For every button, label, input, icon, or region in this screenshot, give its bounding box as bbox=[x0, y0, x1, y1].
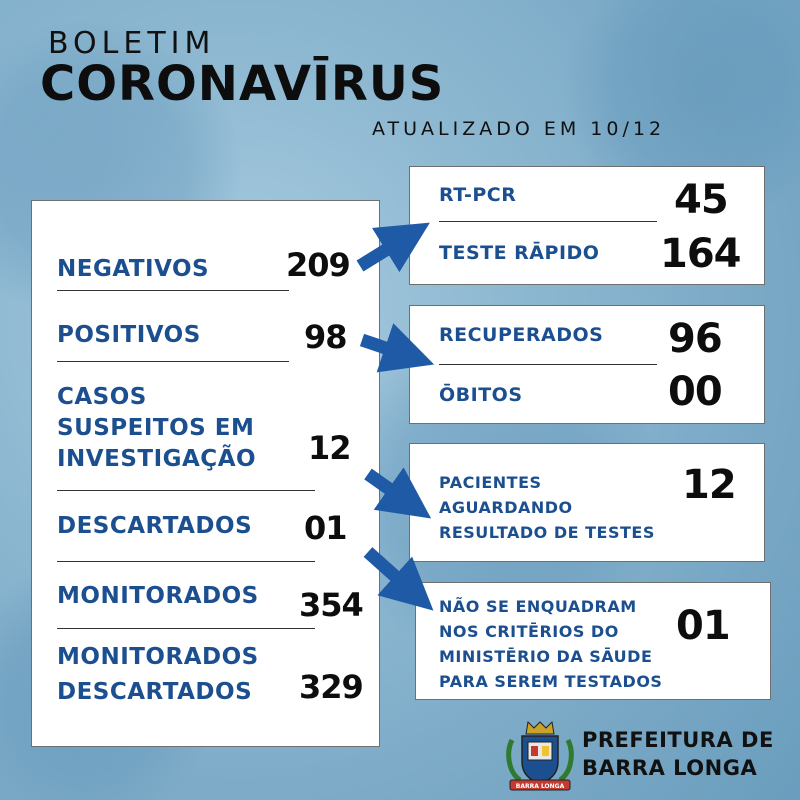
deaths-value: 00 bbox=[668, 369, 722, 415]
city-hall-line1: PREFEITURA DE bbox=[582, 728, 774, 752]
discarded-value: 01 bbox=[304, 509, 347, 547]
rt-pcr-label: RT-PCR bbox=[439, 184, 517, 206]
city-hall-name bbox=[582, 726, 774, 782]
not-eligible-label-line4: PARA SEREM TESTADOS bbox=[439, 672, 663, 691]
crest-banner-text: BARRA LONGA bbox=[515, 783, 565, 790]
municipal-crest-icon bbox=[504, 718, 576, 794]
not-eligible-value: 01 bbox=[676, 603, 730, 649]
arrow-icon bbox=[368, 552, 416, 595]
waiting-label-line3: RESULTADO DE TESTES bbox=[439, 523, 655, 542]
bulletin-label: BOLETIM bbox=[48, 26, 216, 61]
waiting-label-line2: AGUARDANDO bbox=[439, 498, 573, 517]
monitored-value: 354 bbox=[299, 586, 363, 624]
not-eligible-label-line1: NÃO SE ENQUADRAM bbox=[439, 597, 637, 616]
suspected-label-line1: CASOS bbox=[57, 384, 147, 410]
waiting-value: 12 bbox=[682, 462, 736, 508]
positives-value: 98 bbox=[304, 318, 347, 356]
suspected-label-line2: SUSPEITOS EM bbox=[57, 415, 255, 441]
updated-date: ATUALIZADO EM 10/12 bbox=[372, 118, 666, 140]
arrow-icon bbox=[362, 340, 412, 357]
recovered-label: RECUPERADOS bbox=[439, 324, 604, 346]
monitored-label: MONITORADOS bbox=[57, 583, 259, 609]
waiting-label-line1: PACIENTES bbox=[439, 473, 542, 492]
negatives-value: 209 bbox=[286, 246, 350, 284]
recovered-value: 96 bbox=[668, 316, 722, 362]
suspected-label-line3: INVESTIGAÇÃO bbox=[57, 446, 257, 472]
page-title: CORONAVĪRUS bbox=[40, 56, 445, 112]
not-eligible-label-line3: MINISTĒRIO DA SĀUDE bbox=[439, 647, 653, 666]
rapid-test-label: TESTE RĀPIDO bbox=[439, 242, 600, 264]
not-eligible-label-line2: NOS CRITĒRIOS DO bbox=[439, 622, 619, 641]
arrow-icon bbox=[368, 474, 412, 505]
negatives-label: NEGATIVOS bbox=[57, 256, 210, 282]
city-hall-line2: BARRA LONGA bbox=[582, 756, 758, 780]
monitored-discarded-label-line2: DESCARTADOS bbox=[57, 679, 253, 705]
arrow-icon bbox=[360, 235, 410, 266]
rt-pcr-value: 45 bbox=[674, 177, 728, 223]
deaths-label: ŌBITOS bbox=[439, 384, 523, 406]
rapid-test-value: 164 bbox=[660, 231, 741, 277]
crest-graphic bbox=[504, 718, 576, 794]
suspected-value: 12 bbox=[308, 429, 351, 467]
monitored-discarded-label-line1: MONITORADOS bbox=[57, 644, 259, 670]
discarded-label: DESCARTADOS bbox=[57, 513, 253, 539]
positives-label: POSITIVOS bbox=[57, 322, 201, 348]
monitored-discarded-value: 329 bbox=[299, 668, 363, 706]
